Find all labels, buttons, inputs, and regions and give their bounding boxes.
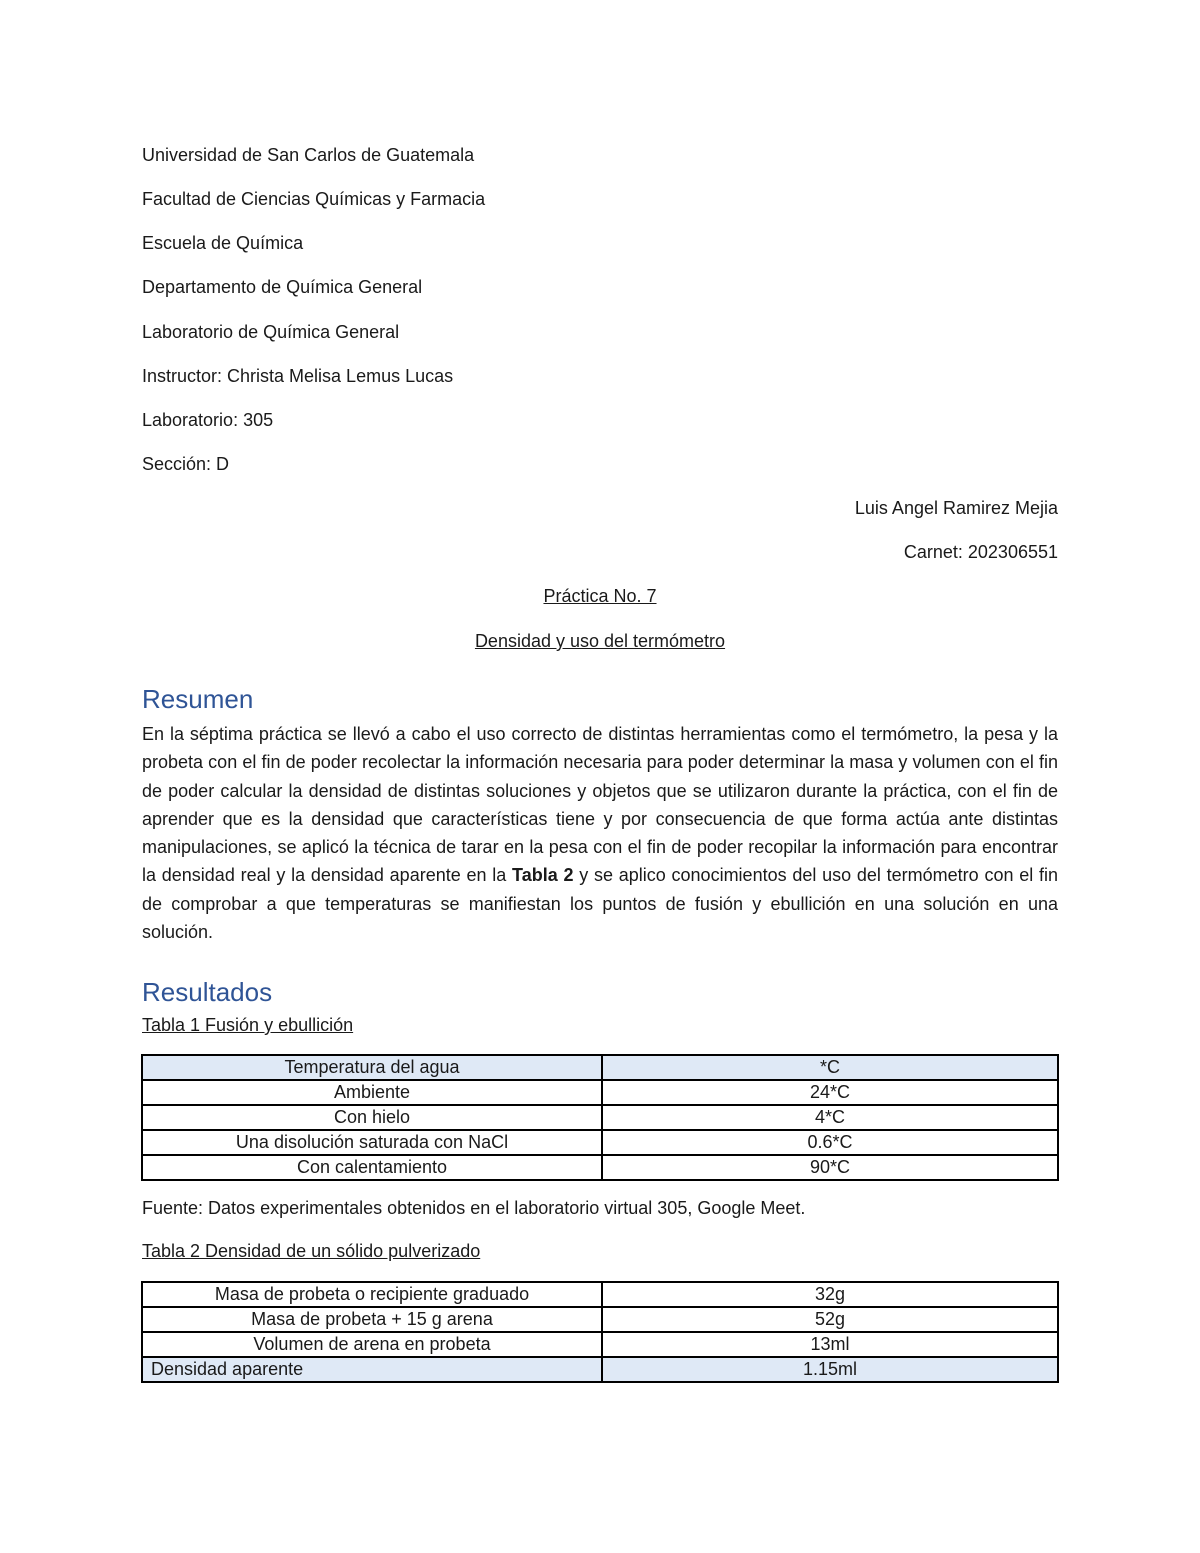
table-row	[142, 1130, 1058, 1155]
school-name: Escuela de Química	[142, 233, 304, 253]
table-header-cell: Temperatura del agua	[142, 1055, 602, 1080]
table-cell: Masa de probeta o recipiente graduado	[142, 1282, 602, 1307]
table-cell: 32g	[602, 1282, 1058, 1307]
table-cell: Una disolución saturada con NaCl	[142, 1130, 602, 1155]
lab-name: Laboratorio de Química General	[142, 322, 400, 342]
table-cell: Volumen de arena en probeta	[142, 1332, 602, 1357]
table-cell: Densidad aparente	[142, 1357, 602, 1382]
student-carnet: Carnet: 202306551	[903, 542, 1058, 562]
summary-text-1: En la séptima práctica se llevó a cabo el uso correcto de distintas herramientas como el termómetro, la pesa y la probeta con el fin de poder recolectar la información necesaria para poder determinar la masa y volumen con el fin de poder calcular la densidad de distintas soluciones y objetos que se utilizaron durante la práctica, con el fin de aprender que es la densidad que características tiene y por consecuencia de que forma actúa ante distintas manipulaciones, se aplicó la técnica de tarar en la pesa con el fin de poder recopilar la información para encontrar la densidad real y la densidad aparente en la	[142, 724, 1058, 886]
department-name: Departamento de Química General	[142, 277, 423, 297]
fusion-boiling-table	[141, 1054, 1059, 1181]
table-row	[142, 1282, 1058, 1307]
table-header-row	[142, 1055, 1058, 1080]
table-cell: Con hielo	[142, 1105, 602, 1130]
university-name: Universidad de San Carlos de Guatemala	[142, 145, 475, 165]
table-cell: Masa de probeta + 15 g arena	[142, 1307, 602, 1332]
section-label: Sección: D	[142, 454, 230, 474]
summary-text-2: y se aplico conocimientos del uso del termómetro con el fin de comprobar a que temperaturas se manifiestan los puntos de fusión y ebullición en una solución en una solución.	[142, 865, 1058, 943]
table-row	[142, 1357, 1058, 1382]
results-heading: Resultados	[142, 977, 273, 1007]
summary-heading: Resumen	[142, 684, 254, 714]
table-cell: 90*C	[602, 1155, 1058, 1180]
table-cell: Ambiente	[142, 1080, 602, 1105]
table-row	[142, 1332, 1058, 1357]
laboratory-number: Laboratorio: 305	[142, 410, 274, 430]
practice-title: Práctica No. 7	[543, 586, 657, 606]
table-row	[142, 1155, 1058, 1180]
table-row	[142, 1307, 1058, 1332]
summary-bold-reference: Tabla 2	[512, 865, 574, 886]
table-row	[142, 1105, 1058, 1130]
faculty-name: Facultad de Ciencias Químicas y Farmacia	[142, 189, 486, 209]
student-name: Luis Angel Ramirez Mejia	[854, 498, 1058, 518]
table-cell: Con calentamiento	[142, 1155, 602, 1180]
table1-source: Fuente: Datos experimentales obtenidos en el laboratorio virtual 305, Google Meet.	[142, 1198, 806, 1218]
table1-caption: Tabla 1 Fusión y ebullición	[142, 1015, 354, 1035]
table-cell: 13ml	[602, 1332, 1058, 1357]
instructor-name: Instructor: Christa Melisa Lemus Lucas	[142, 366, 454, 386]
table2-caption: Tabla 2 Densidad de un sólido pulverizado	[142, 1241, 481, 1261]
table-row	[142, 1080, 1058, 1105]
practice-subject: Densidad y uso del termómetro	[474, 631, 726, 651]
table-cell: 4*C	[602, 1105, 1058, 1130]
table-cell: 1.15ml	[602, 1357, 1058, 1382]
summary-paragraph	[142, 720, 1058, 946]
table-cell: 52g	[602, 1307, 1058, 1332]
table-cell: 0.6*C	[602, 1130, 1058, 1155]
table-cell: 24*C	[602, 1080, 1058, 1105]
table-header-cell: *C	[602, 1055, 1058, 1080]
density-table	[141, 1281, 1059, 1383]
